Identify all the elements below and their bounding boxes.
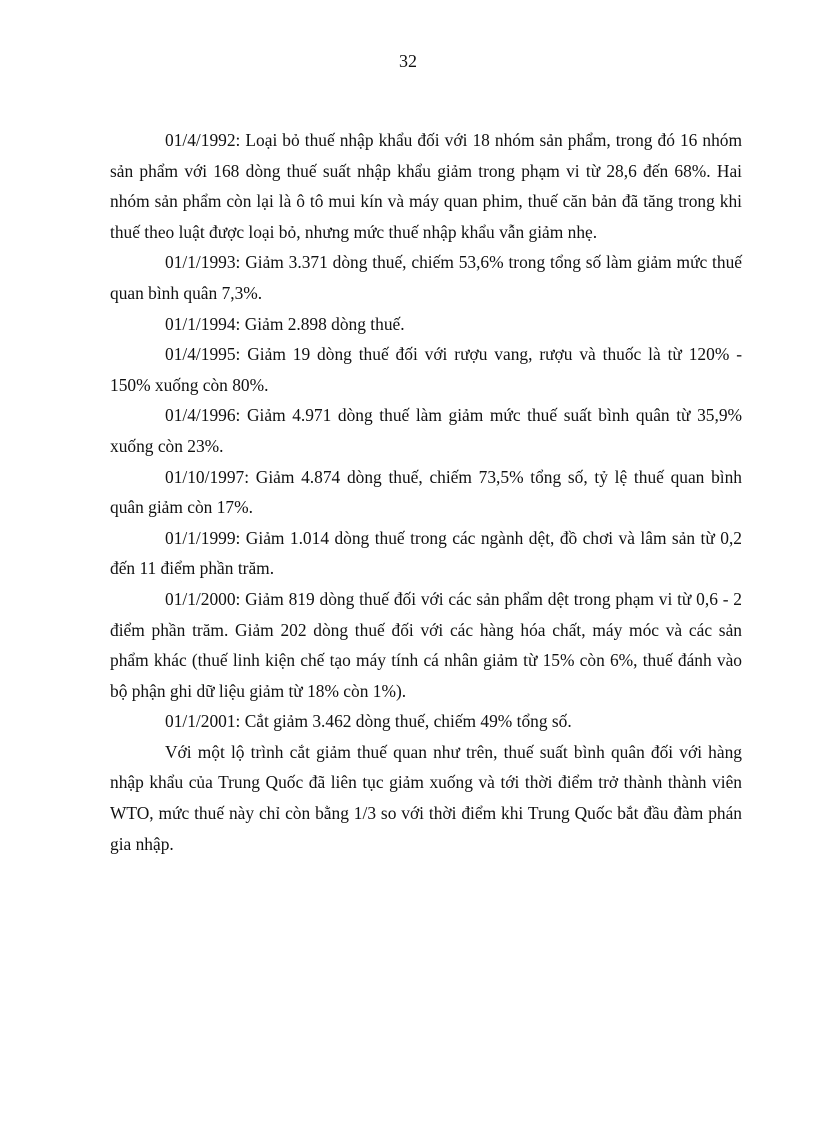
paragraph-1995: 01/4/1995: Giảm 19 dòng thuế đối với rượu vang, rượu và thuốc là từ 120% - 150% xuống còn 80%. (110, 344, 742, 395)
document-body (110, 125, 742, 859)
paragraph-1997: 01/10/1997: Giảm 4.874 dòng thuế, chiếm 73,5% tổng số, tỷ lệ thuế quan bình quân giảm còn 17%. (110, 466, 742, 518)
paragraph-2001: 01/1/2001: Cắt giảm 3.462 dòng thuế, chiếm 49% tổng số. (165, 711, 572, 732)
paragraph-1992: 01/4/1992: Loại bỏ thuế nhập khẩu đối với 18 nhóm sản phẩm, trong đó 16 nhóm sản phẩm với 168 dòng thuế suất nhập khẩu giảm trong phạm vi từ 28,6 đến 68%. Hai nhóm sản phẩm còn lại là ô tô mui kín và máy quan phim, thuế căn bản đã tăng trong khi thuế theo luật được loại bỏ, nhưng mức thuế nhập khẩu vẫn giảm nhẹ. (110, 130, 742, 242)
paragraph-1999: 01/1/1999: Giảm 1.014 dòng thuế trong các ngành dệt, đồ chơi và lâm sản từ 0,2 đến 11 điểm phần trăm. (110, 527, 742, 579)
paragraph-1996: 01/4/1996: Giảm 4.971 dòng thuế làm giảm mức thuế suất bình quân từ 35,9% xuống còn 23%. (110, 405, 742, 456)
paragraph-conclusion: Với một lộ trình cắt giảm thuế quan như trên, thuế suất bình quân đối với hàng nhập khẩu của Trung Quốc đã liên tục giảm xuống và tới thời điểm trở thành thành viên WTO, mức thuế này chỉ còn bằng 1/3 so với thời điểm khi Trung Quốc bắt đầu đàm phán gia nhập. (110, 741, 742, 854)
paragraph-2000: 01/1/2000: Giảm 819 dòng thuế đối với các sản phẩm dệt trong phạm vi từ 0,6 - 2 điểm phần trăm. Giảm 202 dòng thuế đối với các hàng hóa chất, máy móc và các sản phẩm khác (thuế linh kiện chế tạo máy tính cá nhân giảm từ 15% còn 6%, thuế đánh vào bộ phận ghi dữ liệu giảm từ 18% còn 1%). (110, 588, 742, 701)
page-number: 32 (399, 51, 417, 71)
paragraph-1993: 01/1/1993: Giảm 3.371 dòng thuế, chiếm 53,6% trong tổng số làm giảm mức thuế quan bình quân 7,3%. (110, 252, 742, 303)
paragraph-1994: 01/1/1994: Giảm 2.898 dòng thuế. (165, 313, 405, 334)
